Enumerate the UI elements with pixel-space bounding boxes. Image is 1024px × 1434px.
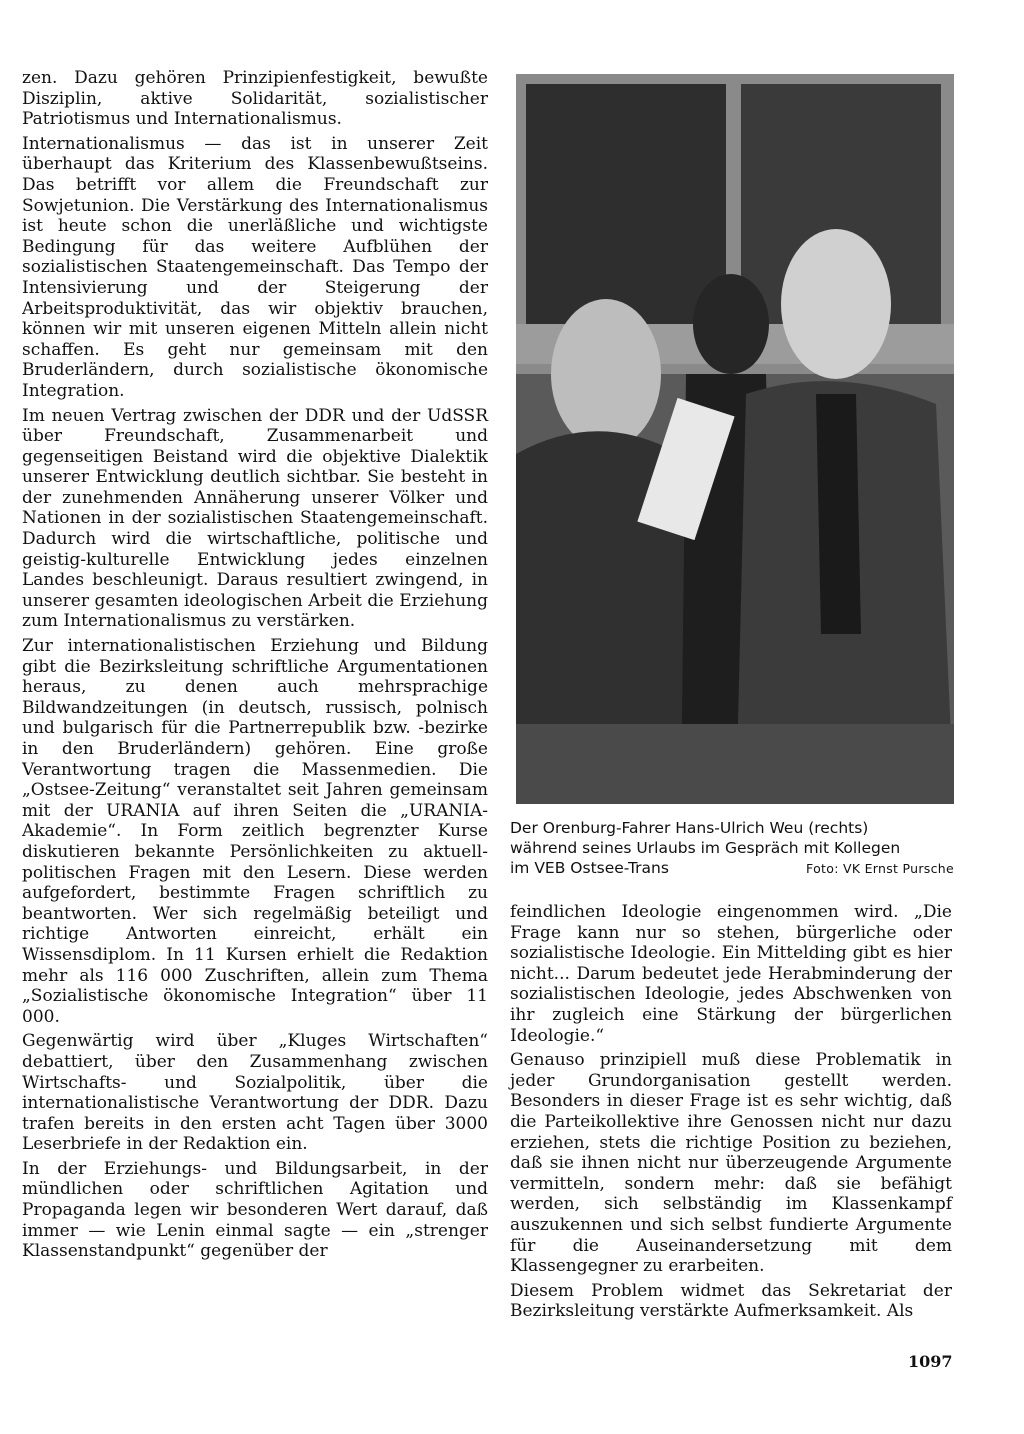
photo-caption [510,818,954,879]
paragraph: Genauso prinzipiell muß diese Problematik in jeder Grundorganisation gestellt werden. Besonders in dieser Frage ist es sehr wichtig, daß die Parteikollektive ihre Genossen nicht nur dazu erziehen, stets die richtige Position zu beziehen, daß sie ihnen nicht nur überzeugende Argumente vermitteln, sondern mehr: daß sie befähigt werden, sich selbständig im Klassenkampf auszukennen und sich selbst fundierte Argumente für die Auseinandersetzung mit dem Klassengegner zu erarbeiten. [510,1050,952,1277]
caption-line: im VEB Ostsee-Trans [510,859,669,877]
paragraph: In der Erziehungs- und Bildungsarbeit, in der mündlichen oder schriftlichen Agitation und Propaganda legen wir besonderen Wert darauf, daß immer — wie Lenin einmal sagte — ein „strenger Klassenstandpunkt“ gegenüber der [22,1158,488,1262]
paragraph: feindlichen Ideologie eingenommen wird. „Die Frage kann nur so stehen, bürgerliche oder sozialistische Ideologie. Ein Mittelding gibt es hier nicht... Darum bedeutet jede Herabminderung der sozialistischen Ideologie, jedes Abschwenken von ihr zugleich eine Stärkung der bürgerlichen Ideologie.“ [510,902,952,1046]
paragraph: Im neuen Vertrag zwischen der DDR und der UdSSR über Freundschaft, Zusammenarbeit und gegenseitigen Beistand wird die objektive Dialektik unserer Entwicklung deutlich sichtbar. Sie besteht in der zunehmenden Annäherung unserer Völker und Nationen in der sozialistischen Staatengemeinschaft. Dadurch wird die wirtschaftliche, politische und geistig-kulturelle Entwicklung jedes einzelnen Landes beschleunigt. Daraus resultiert zwingend, in unserer gesamten ideologischen Arbeit die Erziehung zum Internationalismus zu verstärken. [22,405,488,632]
caption-line: Der Orenburg-Fahrer Hans-Ulrich Weu (rechts) [510,819,869,837]
article-column-right [510,902,952,1326]
photo-credit: Foto: VK Ernst Pursche [806,861,954,876]
caption-last-line [510,858,954,879]
paragraph: zen. Dazu gehören Prinzipienfestigkeit, bewußte Disziplin, aktive Solidarität, sozialistischer Patriotismus und Internationalismus. [22,68,488,130]
paragraph: Diesem Problem widmet das Sekretariat der Bezirksleitung verstärkte Aufmerksamkeit. Als [510,1280,952,1322]
paragraph: Zur internationalistischen Erziehung und Bildung gibt die Bezirksleitung schriftliche Argumentationen heraus, zu denen auch mehrsprachige Bildwandzeitungen (in deutsch, russisch, polnisch und bulgarisch für die Partnerrepublik bzw. -bezirke in den Bruderländern) gehören. Eine große Verantwortung tragen die Massenmedien. Die „Ostsee-Zeitung“ veranstaltet seit Jahren gemeinsam mit der URANIA auf ihren Seiten die „URANIA-Akademie“. In Form zeitlich begrenzter Kurse diskutieren bekannte Persönlichkeiten zu aktuell-politischen Fragen mit den Lesern. Diese werden aufgefordert, bestimmte Fragen schriftlich zu beantworten. Wer sich regelmäßig beteiligt und richtige Antworten einreicht, erhält ein Wissensdiplom. In 11 Kursen erhielt die Redaktion mehr als 116 000 Zuschriften, allein zum Thema „Sozialistische ökonomische Integration“ über 11 000. [22,636,488,1027]
paragraph: Internationalismus — das ist in unserer Zeit überhaupt das Kriterium des Klassenbewußtseins. Das betrifft vor allem die Freundschaft zur Sowjetunion. Die Verstärkung des Internationalismus ist heute schon die unerläßliche und wichtigste Bedingung für das weitere Aufblühen der sozialistischen Staatengemeinschaft. Das Tempo der Intensivierung und der Steigerung der Arbeitsproduktivität, das wir objektiv brauchen, können wir mit unseren eigenen Mitteln allein nicht schaffen. Es geht nur gemeinsam mit den Bruderländern, durch sozialistische ökonomische Integration. [22,133,488,401]
caption-line: während seines Urlaubs im Gespräch mit Kollegen [510,839,901,857]
page-number: 1097 [908,1352,953,1371]
paragraph: Gegenwärtig wird über „Kluges Wirtschaften“ debattiert, über den Zusammenhang zwischen Wirtschafts- und Sozialpolitik, über die internationalistische Verantwortung der DDR. Dazu trafen bereits in den ersten acht Tagen über 3000 Leserbriefe in der Redaktion ein. [22,1031,488,1155]
article-column-left [22,68,488,1266]
news-photo [516,74,954,804]
